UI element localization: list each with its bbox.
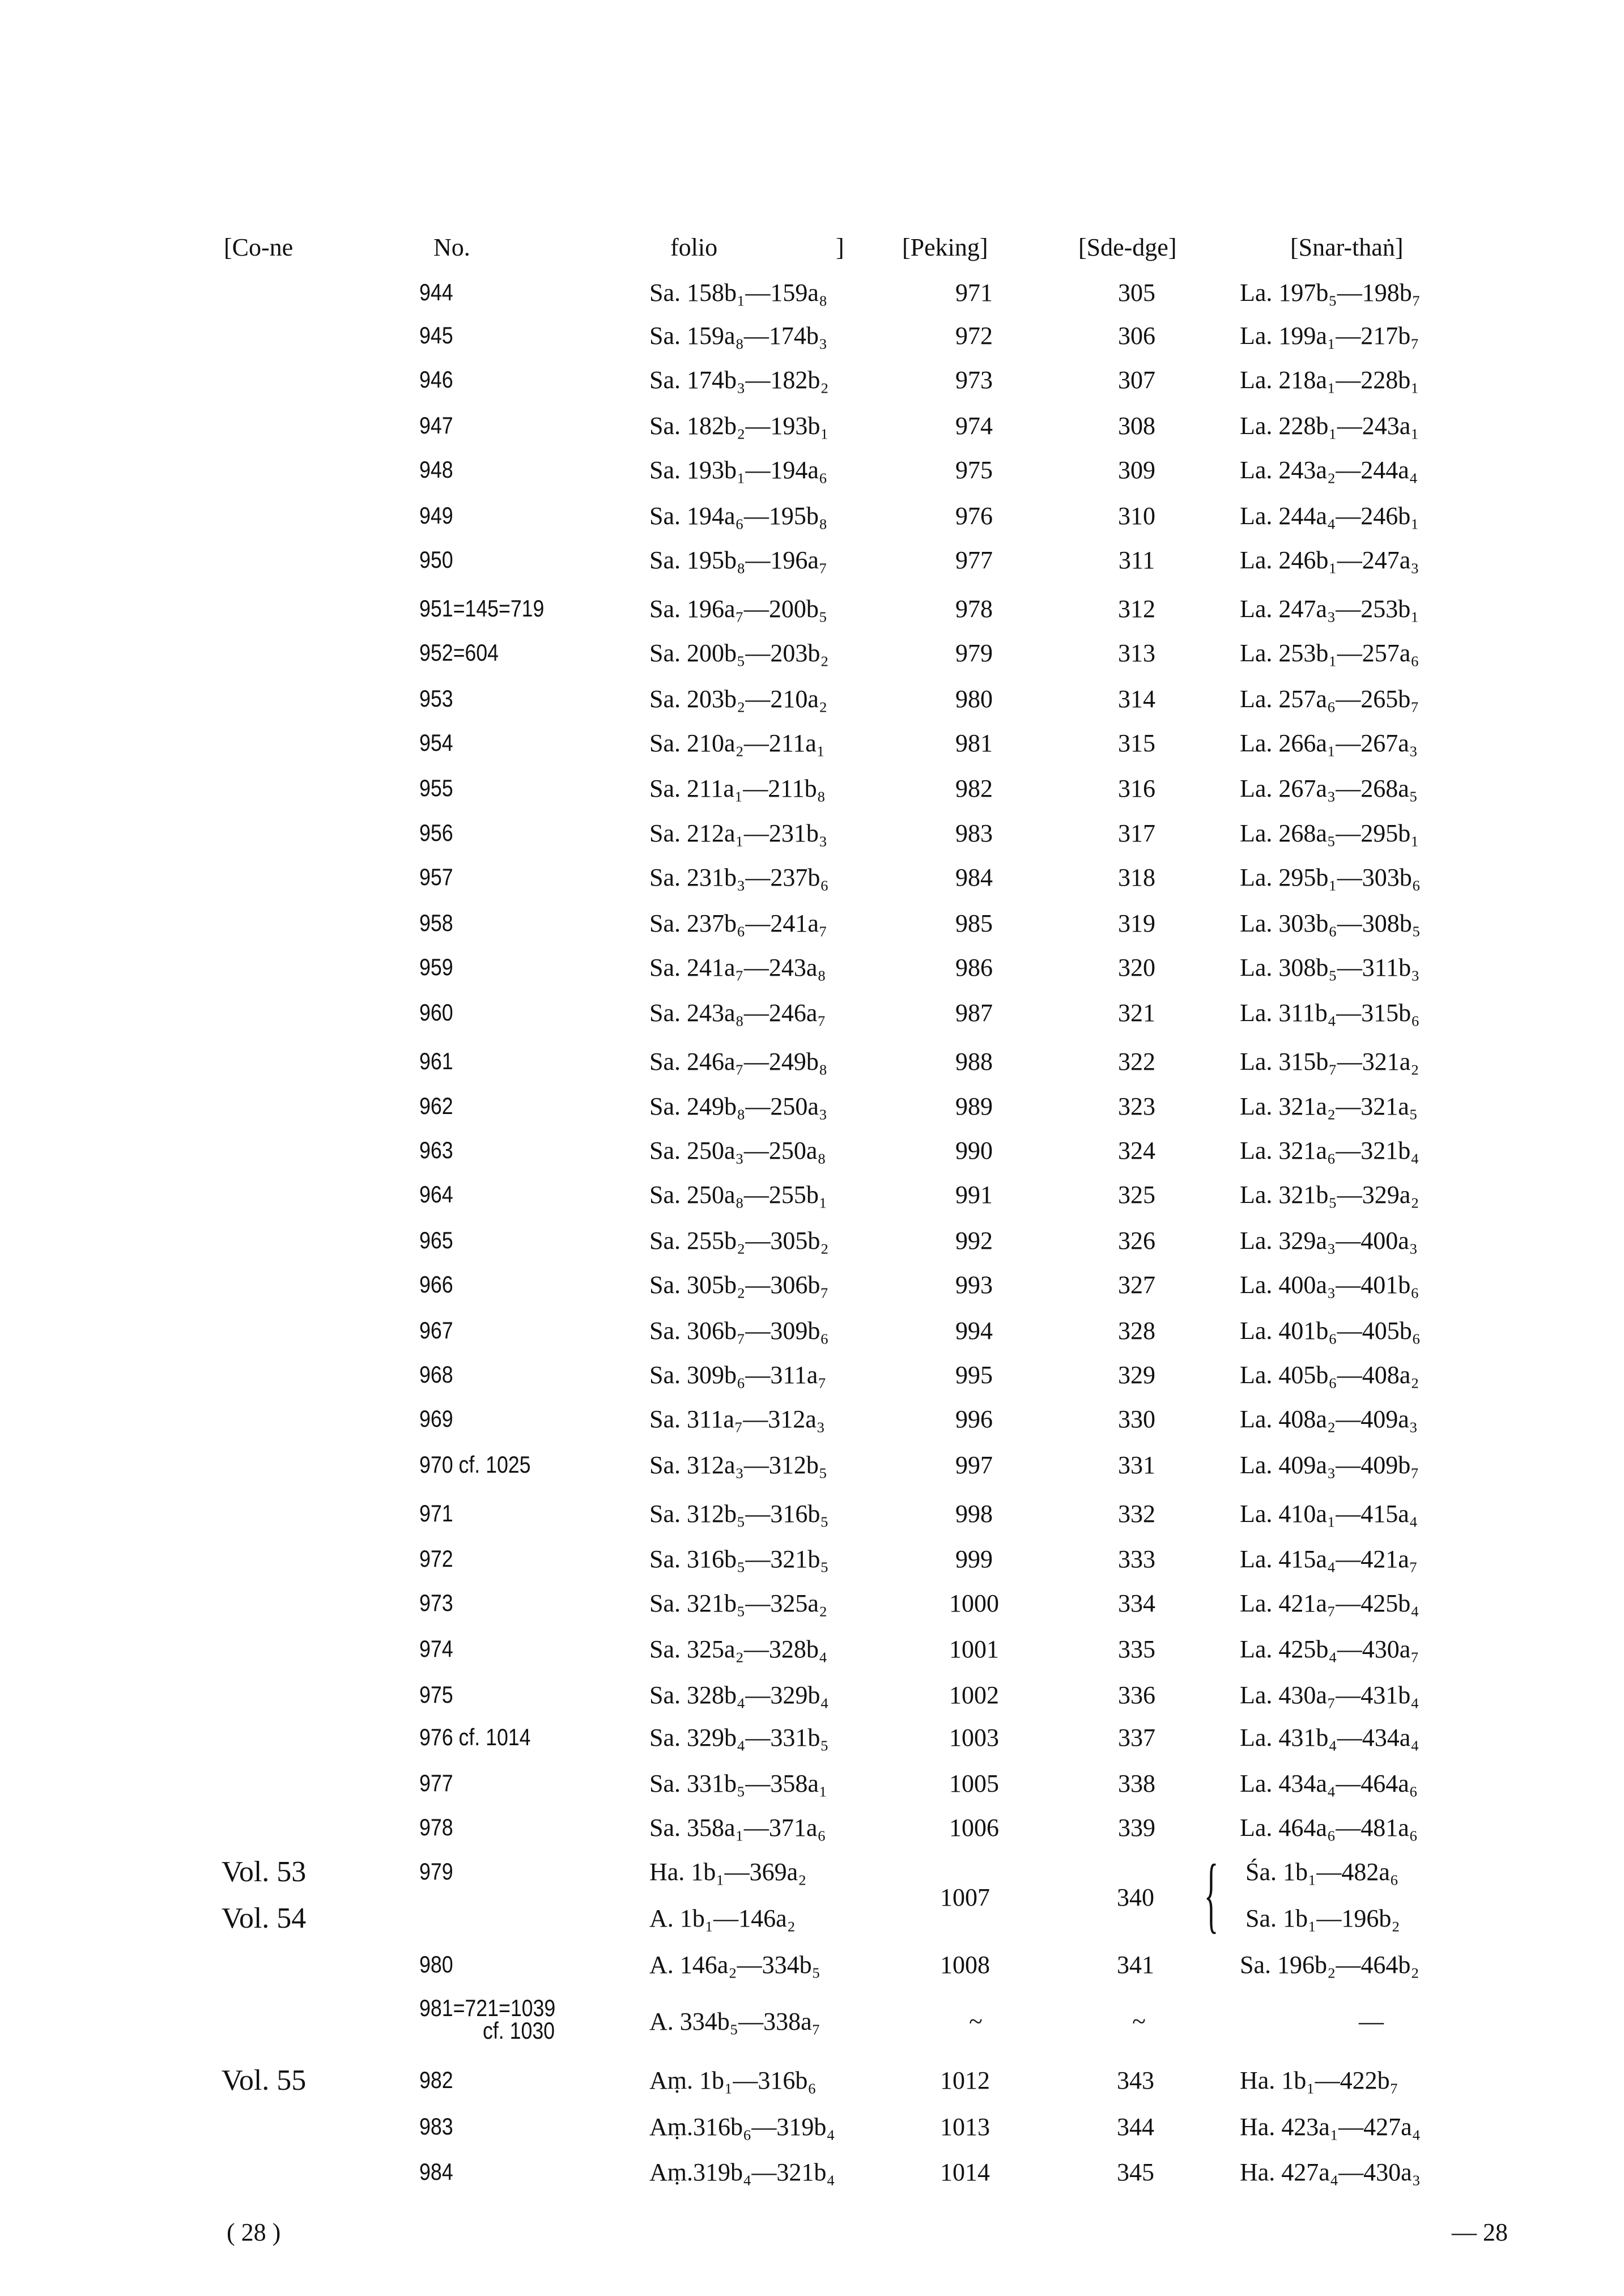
row-snarthan: La. 321a₆—321b₄ <box>1240 1137 1419 1164</box>
row-folio: Sa. 195b₈—196a₇ <box>649 546 828 574</box>
row-sdedge: 329 <box>1118 1361 1155 1389</box>
row-snarthan: La. 430a₇—431b₄ <box>1240 1681 1419 1709</box>
row-sdedge: 323 <box>1118 1092 1155 1120</box>
row-snarthan: Ha. 427a₄—430a₃ <box>1240 2158 1421 2186</box>
row-folio: Sa. 249b₈—250a₃ <box>649 1092 828 1120</box>
header-snarthan: [Snar-thaṅ] <box>1290 233 1404 261</box>
row-sdedge: 345 <box>1117 2158 1154 2186</box>
row-no: 967 <box>419 1317 453 1343</box>
row-folio: Sa. 193b₁—194a₆ <box>649 456 828 484</box>
row-peking: ~ <box>969 2008 983 2035</box>
row-snarthan: La. 266a₁—267a₃ <box>1240 729 1418 757</box>
row-snarthan: La. 409a₃—409b₇ <box>1240 1451 1419 1479</box>
row-snarthan: La. 267a₃—268a₅ <box>1240 775 1418 802</box>
row-no: 964 <box>419 1181 453 1207</box>
row-sdedge: 331 <box>1118 1451 1155 1479</box>
row-folio: Sa. 182b₂—193b₁ <box>649 412 829 440</box>
row-peking: 989 <box>955 1092 993 1120</box>
row-no: 973 <box>419 1589 453 1616</box>
row-sdedge: 322 <box>1118 1048 1155 1075</box>
row-sdedge: 339 <box>1118 1814 1155 1842</box>
row-folio: A. 1b₁—146a₂ <box>649 1904 796 1932</box>
row-snarthan: La. 246b₁—247a₃ <box>1240 546 1419 574</box>
row-sdedge: 337 <box>1118 1724 1155 1751</box>
row-peking: 1012 <box>940 2067 990 2094</box>
row-snarthan: Ha. 423a₁—427a₄ <box>1240 2113 1421 2141</box>
row-folio: A. 146a₂—334b₅ <box>649 1951 820 1979</box>
brace-icon: { <box>1204 1847 1219 1941</box>
row-sdedge: 306 <box>1118 322 1155 350</box>
row-no: 946 <box>419 366 453 393</box>
row-folio: Sa. 305b₂—306b₇ <box>649 1271 829 1299</box>
row-peking: 971 <box>955 279 993 307</box>
row-sdedge: 311 <box>1118 546 1155 574</box>
row-peking: 1000 <box>949 1589 999 1617</box>
row-snarthan: La. 405b₆—408a₂ <box>1240 1361 1419 1389</box>
row-no: 944 <box>419 279 453 305</box>
row-snarthan: La. 199a₁—217b₇ <box>1240 322 1419 350</box>
row-sdedge: 320 <box>1118 954 1155 981</box>
row-sdedge: 338 <box>1118 1770 1155 1797</box>
page-number-right: — 28 <box>1452 2218 1508 2246</box>
row-no: 949 <box>419 502 453 529</box>
row-sdedge: 335 <box>1118 1635 1155 1663</box>
row-peking: 974 <box>955 412 993 440</box>
row-no: 980 <box>419 1951 453 1978</box>
row-folio: Sa. 231b₃—237b₆ <box>649 864 829 891</box>
row-sdedge: 340 <box>1117 1883 1154 1911</box>
row-no: 954 <box>419 729 453 756</box>
row-folio: Sa. 311a₇—312a₃ <box>649 1405 826 1433</box>
row-folio: Sa. 358a₁—371a₆ <box>649 1814 826 1842</box>
row-snarthan: La. 311b₄—315b₆ <box>1240 999 1420 1027</box>
row-no: 971 <box>419 1500 453 1527</box>
row-sdedge: 318 <box>1118 864 1155 891</box>
row-no: 966 <box>419 1271 453 1298</box>
row-no: 955 <box>419 775 453 801</box>
row-snarthan: La. 247a₃—253b₁ <box>1240 595 1419 623</box>
row-no: 984 <box>419 2158 453 2185</box>
row-folio: Sa. 200b₅—203b₂ <box>649 639 829 667</box>
row-peking: 994 <box>955 1317 993 1345</box>
row-no: 977 <box>419 1770 453 1796</box>
row-folio: Sa. 316b₅—321b₅ <box>649 1545 829 1573</box>
row-peking: 972 <box>955 322 993 350</box>
row-no: 968 <box>419 1361 453 1388</box>
row-snarthan: La. 415a₄—421a₇ <box>1240 1545 1418 1573</box>
row-peking: 1003 <box>949 1724 999 1751</box>
row-folio: Sa. 246a₇—249b₈ <box>649 1048 828 1075</box>
row-snarthan: La. 315b₇—321a₂ <box>1240 1048 1419 1075</box>
row-folio: Sa. 250a₈—255b₁ <box>649 1181 828 1209</box>
row-sdedge: 334 <box>1118 1589 1155 1617</box>
row-no: 959 <box>419 954 453 980</box>
row-folio: Sa. 158b₁—159a₈ <box>649 279 828 307</box>
row-peking: 1006 <box>949 1814 999 1842</box>
row-folio: Sa. 250a₃—250a₈ <box>649 1137 826 1164</box>
header-no: No. <box>433 233 470 261</box>
row-sdedge: 327 <box>1118 1271 1155 1299</box>
row-no: 963 <box>419 1137 453 1163</box>
volume-label: Vol. 55 <box>222 2064 307 2097</box>
row-peking: 975 <box>955 456 993 484</box>
row-peking: 1002 <box>949 1681 999 1709</box>
row-peking: 1007 <box>940 1883 990 1911</box>
row-peking: 1005 <box>949 1770 999 1797</box>
row-peking: 973 <box>955 366 993 394</box>
row-peking: 990 <box>955 1137 993 1164</box>
row-sdedge: 333 <box>1118 1545 1155 1573</box>
row-peking: 995 <box>955 1361 993 1389</box>
row-sdedge: 312 <box>1118 595 1155 623</box>
row-peking: 998 <box>955 1500 993 1528</box>
row-no: 953 <box>419 685 453 712</box>
row-sdedge: ~ <box>1132 2008 1146 2035</box>
row-folio: Sa. 203b₂—210a₂ <box>649 685 828 713</box>
row-folio: Sa. 210a₂—211a₁ <box>649 729 826 757</box>
row-no: 976 cf. 1014 <box>419 1724 531 1750</box>
row-no: 945 <box>419 322 453 348</box>
row-snarthan: La. 464a₆—481a₆ <box>1240 1814 1418 1842</box>
row-sdedge: 341 <box>1117 1951 1154 1979</box>
row-no: 978 <box>419 1814 453 1840</box>
row-folio: Aṃ.319b₄—321b₄ <box>649 2158 835 2186</box>
row-snarthan: La. 295b₁—303b₆ <box>1240 864 1421 891</box>
row-folio: Sa. 312a₃—312b₅ <box>649 1451 828 1479</box>
row-peking: 999 <box>955 1545 993 1573</box>
row-sdedge: 344 <box>1117 2113 1154 2141</box>
row-sdedge: 326 <box>1118 1227 1155 1255</box>
row-sdedge: 307 <box>1118 366 1155 394</box>
row-no: 970 cf. 1025 <box>419 1451 531 1478</box>
row-no: 974 <box>419 1635 453 1662</box>
row-peking: 991 <box>955 1181 993 1209</box>
header-folio-close: ] <box>836 233 844 261</box>
row-snarthan: La. 434a₄—464a₆ <box>1240 1770 1418 1797</box>
header-sdedge: [Sde-dge] <box>1078 233 1177 261</box>
row-snarthan: La. 410a₁—415a₄ <box>1240 1500 1418 1528</box>
row-sdedge: 316 <box>1118 775 1155 802</box>
row-snarthan: Sa. 196b₂—464b₂ <box>1240 1951 1419 1979</box>
row-snarthan: La. 218a₁—228b₁ <box>1240 366 1419 394</box>
row-sdedge: 305 <box>1118 279 1155 307</box>
row-peking: 1008 <box>940 1951 990 1979</box>
header-cone: [Co-ne <box>224 233 294 261</box>
row-peking: 993 <box>955 1271 993 1299</box>
row-no: 975 <box>419 1681 453 1708</box>
row-snarthan: La. 308b₅—311b₃ <box>1240 954 1420 981</box>
row-snarthan: La. 303b₆—308b₅ <box>1240 909 1421 937</box>
row-peking: 978 <box>955 595 993 623</box>
row-snarthan: Sa. 1b₁—196b₂ <box>1245 1904 1400 1932</box>
row-folio: Sa. 321b₅—325a₂ <box>649 1589 828 1617</box>
row-folio: Sa. 309b₆—311a₇ <box>649 1361 827 1389</box>
row-snarthan: La. 228b₁—243a₁ <box>1240 412 1419 440</box>
row-no: 972 <box>419 1545 453 1572</box>
row-snarthan: La. 197b₅—198b₇ <box>1240 279 1421 307</box>
row-no: 956 <box>419 819 453 846</box>
row-folio: Sa. 211a₁—211b₈ <box>649 775 826 802</box>
row-snarthan: La. 253b₁—257a₆ <box>1240 639 1419 667</box>
row-folio: Sa. 241a₇—243a₈ <box>649 954 826 981</box>
row-no: 948 <box>419 456 453 483</box>
row-folio: Sa. 328b₄—329b₄ <box>649 1681 829 1709</box>
row-sdedge: 313 <box>1118 639 1155 667</box>
row-no: 962 <box>419 1092 453 1119</box>
row-sdedge: 310 <box>1118 502 1155 530</box>
row-snarthan: La. 400a₃—401b₆ <box>1240 1271 1419 1299</box>
row-folio: Sa. 329b₄—331b₅ <box>649 1724 829 1751</box>
row-sdedge: 319 <box>1118 909 1155 937</box>
row-folio: Sa. 159a₈—174b₃ <box>649 322 828 350</box>
row-sdedge: 309 <box>1118 456 1155 484</box>
row-folio: Aṃ.316b₆—319b₄ <box>649 2113 835 2141</box>
row-snarthan: La. 268a₅—295b₁ <box>1240 819 1419 847</box>
row-peking: 986 <box>955 954 993 981</box>
row-peking: 983 <box>955 819 993 847</box>
row-sdedge: 328 <box>1118 1317 1155 1345</box>
row-peking: 977 <box>955 546 993 574</box>
row-peking: 1014 <box>940 2158 990 2186</box>
row-snarthan: Śa. 1b₁—482a₆ <box>1245 1858 1399 1886</box>
row-no: 950 <box>419 546 453 573</box>
row-no: 960 <box>419 999 453 1026</box>
row-snarthan: La. 257a₆—265b₇ <box>1240 685 1419 713</box>
header-folio: folio <box>670 233 718 261</box>
row-snarthan: La. 425b₄—430a₇ <box>1240 1635 1419 1663</box>
row-peking: 984 <box>955 864 993 891</box>
row-no: 957 <box>419 864 453 890</box>
row-sdedge: 315 <box>1118 729 1155 757</box>
row-folio: Sa. 237b₆—241a₇ <box>649 909 828 937</box>
row-sdedge: 324 <box>1118 1137 1155 1164</box>
row-no: 982 <box>419 2067 453 2093</box>
row-no: 969 <box>419 1405 453 1432</box>
row-folio: Sa. 212a₁—231b₃ <box>649 819 828 847</box>
row-snarthan: La. 243a₂—244a₄ <box>1240 456 1418 484</box>
row-peking: 996 <box>955 1405 993 1433</box>
row-peking: 997 <box>955 1451 993 1479</box>
row-snarthan: La. 321a₂—321a₅ <box>1240 1092 1418 1120</box>
row-folio: Sa. 325a₂—328b₄ <box>649 1635 828 1663</box>
row-no: 951=145=719 <box>419 595 545 622</box>
row-snarthan: La. 244a₄—246b₁ <box>1240 502 1419 530</box>
row-folio: Aṃ. 1b₁—316b₆ <box>649 2067 817 2094</box>
row-snarthan: La. 421a₇—425b₄ <box>1240 1589 1419 1617</box>
row-no: 979 <box>419 1858 453 1885</box>
row-folio: A. 334b₅—338a₇ <box>649 2008 820 2035</box>
row-peking: 981 <box>955 729 993 757</box>
row-peking: 979 <box>955 639 993 667</box>
row-no: 947 <box>419 412 453 439</box>
row-sdedge: 332 <box>1118 1500 1155 1528</box>
row-folio: Sa. 174b₃—182b₂ <box>649 366 829 394</box>
row-sdedge: 314 <box>1118 685 1155 713</box>
row-folio: Sa. 196a₇—200b₅ <box>649 595 828 623</box>
row-peking: 982 <box>955 775 993 802</box>
row-folio: Sa. 255b₂—305b₂ <box>649 1227 829 1255</box>
row-no: 958 <box>419 909 453 936</box>
row-peking: 980 <box>955 685 993 713</box>
row-peking: 992 <box>955 1227 993 1255</box>
row-snarthan: La. 431b₄—434a₄ <box>1240 1724 1419 1751</box>
row-snarthan: — <box>1359 2008 1384 2035</box>
row-no-note: cf. 1030 <box>483 2017 555 2044</box>
volume-label: Vol. 54 <box>222 1902 307 1934</box>
row-snarthan: Ha. 1b₁—422b₇ <box>1240 2067 1398 2094</box>
row-snarthan: La. 401b₆—405b₆ <box>1240 1317 1421 1345</box>
row-peking: 976 <box>955 502 993 530</box>
row-no: 961 <box>419 1048 453 1074</box>
row-folio: Sa. 306b₇—309b₆ <box>649 1317 829 1345</box>
row-sdedge: 317 <box>1118 819 1155 847</box>
row-snarthan: La. 321b₅—329a₂ <box>1240 1181 1419 1209</box>
row-sdedge: 321 <box>1118 999 1155 1027</box>
row-sdedge: 325 <box>1118 1181 1155 1209</box>
row-peking: 1001 <box>949 1635 999 1663</box>
row-no: 983 <box>419 2113 453 2140</box>
row-no: 952=604 <box>419 639 499 666</box>
row-sdedge: 308 <box>1118 412 1155 440</box>
row-peking: 987 <box>955 999 993 1027</box>
row-sdedge: 336 <box>1118 1681 1155 1709</box>
row-folio: Sa. 331b₅—358a₁ <box>649 1770 828 1797</box>
row-folio: Sa. 194a₆—195b₈ <box>649 502 828 530</box>
row-folio: Ha. 1b₁—369a₂ <box>649 1858 807 1886</box>
row-peking: 1013 <box>940 2113 990 2141</box>
row-folio: Sa. 312b₅—316b₅ <box>649 1500 829 1528</box>
row-peking: 988 <box>955 1048 993 1075</box>
volume-label: Vol. 53 <box>222 1856 307 1888</box>
row-no: 981=721=1039 <box>419 1995 556 2021</box>
row-folio: Sa. 243a₈—246a₇ <box>649 999 826 1027</box>
row-snarthan: La. 329a₃—400a₃ <box>1240 1227 1418 1255</box>
row-sdedge: 330 <box>1118 1405 1155 1433</box>
header-peking: [Peking] <box>902 233 988 261</box>
row-snarthan: La. 408a₂—409a₃ <box>1240 1405 1418 1433</box>
row-no: 965 <box>419 1227 453 1253</box>
row-peking: 985 <box>955 909 993 937</box>
row-sdedge: 343 <box>1117 2067 1154 2094</box>
page-number-left: ( 28 ) <box>227 2218 281 2246</box>
